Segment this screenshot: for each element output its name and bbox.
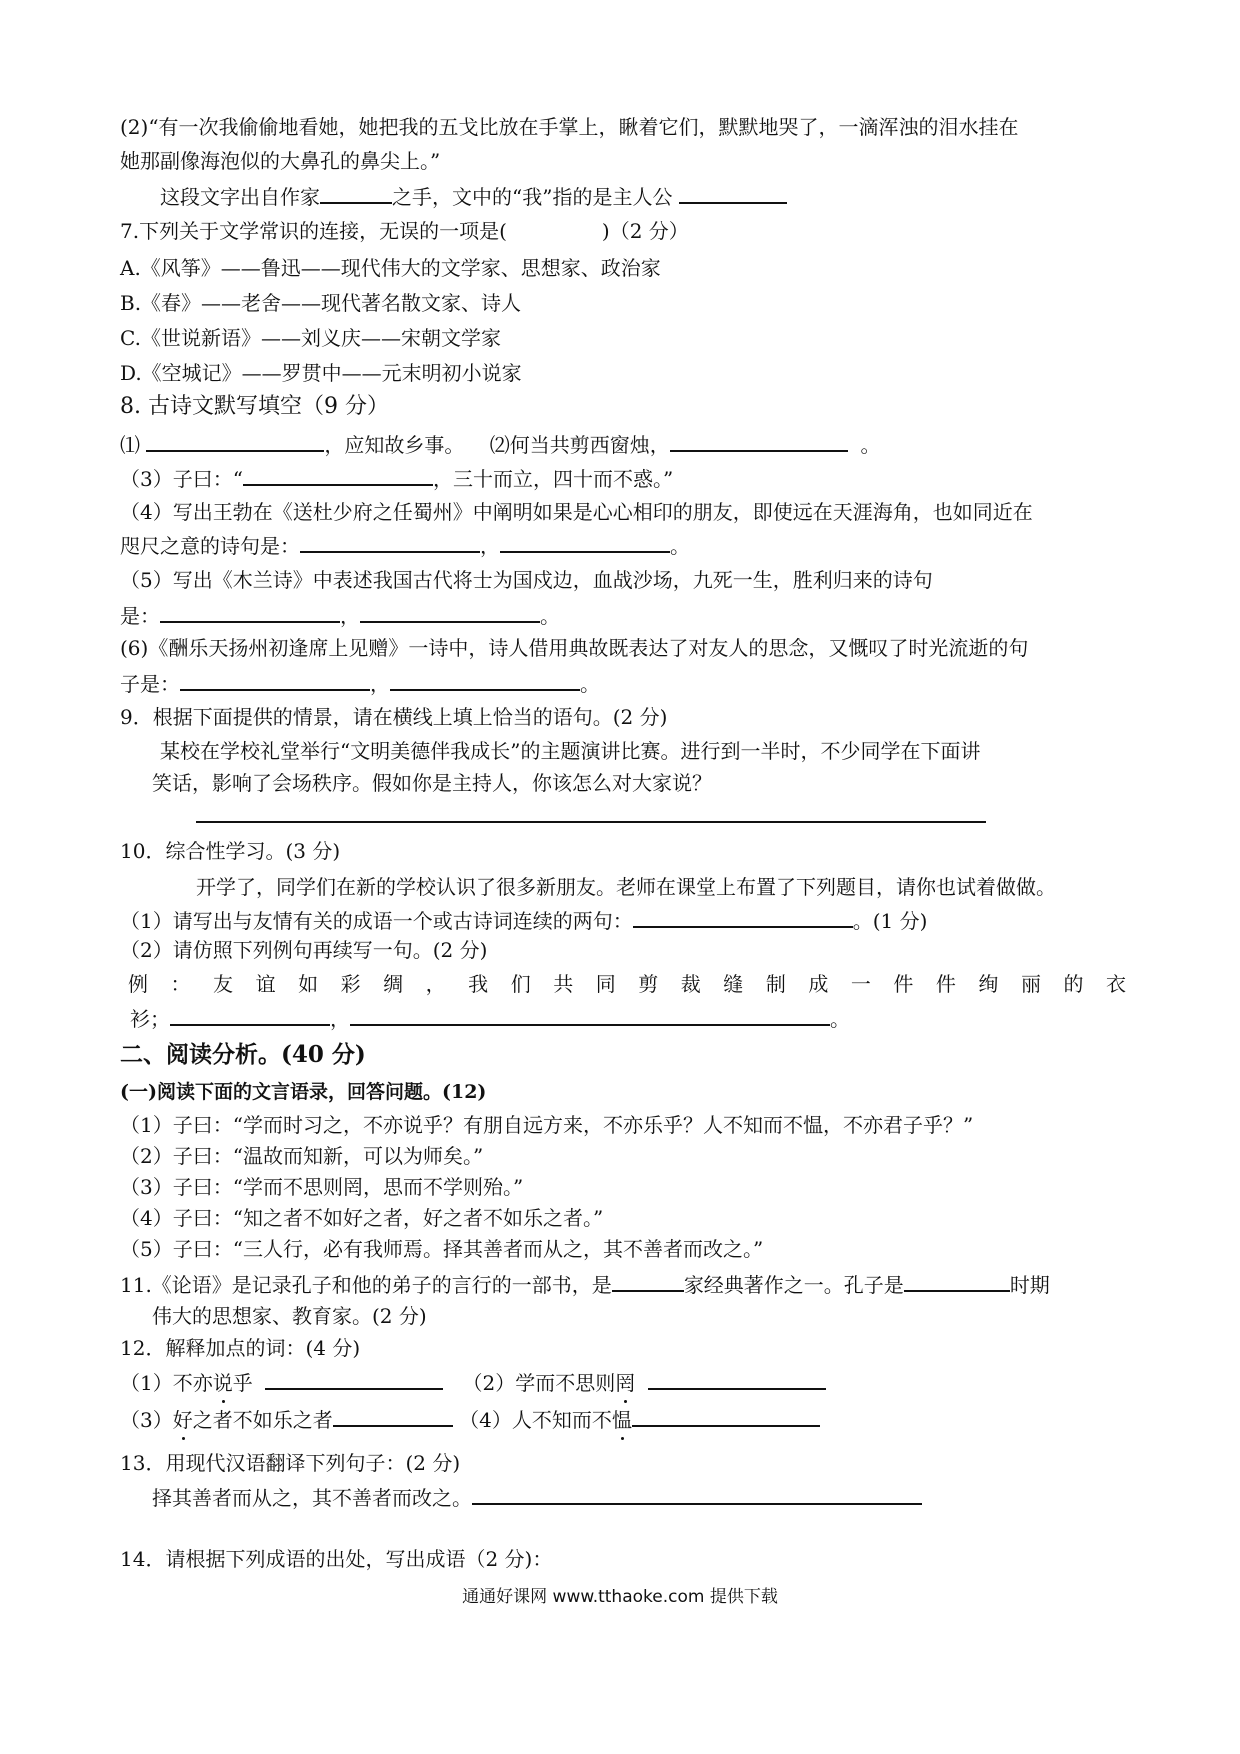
q7-stem-text: 7.下列关于文学常识的连接，无误的一项是(: [120, 219, 507, 243]
q8-i6-blank-1[interactable]: [180, 667, 370, 691]
q8-i6-blank-2[interactable]: [390, 667, 580, 691]
q11-school-blank[interactable]: [612, 1268, 684, 1292]
section-2-title: 二、阅读分析。(40 分): [120, 1041, 366, 1068]
q11-text-b: 家经典著作之一。孔子是: [683, 1273, 904, 1297]
quote-5: （5）子曰：“三人行，必有我师焉。择其善者而从之，其不善者而改之。”: [120, 1237, 764, 1261]
q12-i2-dotted-word: 罔: [615, 1368, 635, 1398]
q8-title: 8. 古诗文默写填空（9 分）: [120, 394, 389, 419]
q8-i2-text: ⑵何当共剪西窗烛，: [489, 433, 670, 457]
q8-i6-comma: ，: [370, 672, 390, 696]
footer-credit: 通通好课网 www.tthaoke.com 提供下载: [462, 1587, 778, 1607]
q12-i1-post: 乎: [232, 1371, 253, 1395]
q8-item-5-line1: （5）写出《木兰诗》中表述我国古代将士为国戍边，血战沙场，九死一生，胜利归来的诗句: [120, 568, 933, 592]
q12-row-2: [120, 1403, 820, 1435]
quote-4: （4）子曰：“知之者不如好之者，好之者不如乐之者。”: [120, 1206, 604, 1230]
quote-1: （1）子曰：“学而时习之，不亦说乎？有朋自远方来，不亦乐乎？人不知而不愠，不亦君子乎？”: [120, 1113, 974, 1137]
q7-option-a: A.《风筝》——鲁迅——现代伟大的文学家、思想家、政治家: [120, 256, 661, 280]
q10-ex-blank-1[interactable]: [170, 1002, 330, 1026]
q8-i6-text: 子是：: [120, 672, 180, 696]
q12-i1-dotted-word: 说: [213, 1368, 233, 1398]
q8-item-6-line1: (6)《酬乐天扬州初逢席上见赠》一诗中，诗人借用典故既表达了对友人的思念，又慨叹了时光流逝的句: [120, 636, 1029, 660]
q6-2-author-blank[interactable]: [320, 180, 392, 204]
q6-2-line1: (2)“有一次我偷偷地看她，她把我的五戈比放在手掌上，瞅着它们，默默地哭了，一滴浑浊的泪水挂在: [120, 115, 1019, 139]
q11-text-c: 时期: [1009, 1273, 1050, 1297]
q8-item-4-line1: （4）写出王勃在《送杜少府之任蜀州》中阐明如果是心心相印的朋友，即使远在天涯海角，也如同近在: [120, 500, 1033, 524]
q10-p1-text: （1）请写出与友情有关的成语一个或古诗词连续的两句：: [120, 909, 633, 933]
q8-i5-text: 是：: [120, 604, 160, 628]
q8-i5-blank-2[interactable]: [360, 599, 540, 623]
q10-ex-blank-2[interactable]: [350, 1002, 830, 1026]
q8-i4-text: 咫尺之意的诗句是：: [120, 534, 300, 558]
q6-2-fill: [160, 180, 787, 212]
q8-item-3: [120, 462, 673, 494]
q10-example-line2: [130, 1002, 850, 1034]
q8-i5-blank-1[interactable]: [160, 599, 340, 623]
q7-stem-end: )（2 分）: [601, 219, 689, 243]
q10-intro: 开学了，同学们在新的学校认识了很多新朋友。老师在课堂上布置了下列题目，请你也试着做做。: [196, 875, 1056, 899]
q11-line2: 伟大的思想家、教育家。(2 分): [152, 1304, 427, 1328]
q7-option-d: D.《空城记》——罗贯中——元末明初小说家: [120, 361, 522, 385]
q8-item-1-2: [120, 428, 881, 460]
q7-option-b: B.《春》——老舍——现代著名散文家、诗人: [120, 291, 522, 315]
q10-ex-comma: ，: [330, 1007, 350, 1031]
q12-i3-pre: （3）: [120, 1408, 173, 1432]
q13-stem: 13．用现代汉语翻译下列句子：(2 分): [120, 1451, 461, 1475]
q11-period-blank[interactable]: [904, 1268, 1010, 1292]
q10-part-1: [120, 904, 927, 936]
q9-stem: 9．根据下面提供的情景，请在横线上填上恰当的语句。(2 分): [120, 705, 668, 729]
q8-i3-blank[interactable]: [243, 462, 433, 486]
q12-i1-pre: （1）不亦: [120, 1371, 213, 1395]
q12-i4-blank[interactable]: [632, 1403, 820, 1427]
q11-text-a: 11.《论语》是记录孔子和他的弟子的言行的一部书，是: [120, 1273, 612, 1297]
q8-i2-blank[interactable]: [670, 428, 848, 452]
q8-i4-blank-1[interactable]: [300, 529, 480, 553]
q8-i6-end: 。: [580, 672, 600, 696]
q11-line1: [120, 1268, 1050, 1300]
q8-i3-text-b: ，三十而立，四十而不惑。”: [432, 467, 674, 491]
q12-i4-dotted-word: 愠: [612, 1405, 632, 1435]
q10-stem: 10．综合性学习。(3 分): [120, 839, 341, 863]
q8-item-6-line2: [120, 667, 600, 699]
q8-i5-comma: ，: [340, 604, 360, 628]
q13-sentence: 择其善者而从之，其不善者而改之。: [152, 1486, 472, 1510]
q8-i4-end: 。: [670, 534, 690, 558]
q7-option-c: C.《世说新语》——刘义庆——宋朝文学家: [120, 326, 501, 350]
q10-p1-end: 。(1 分): [852, 909, 928, 933]
q10-ex-text: 衫；: [130, 1007, 170, 1031]
q8-i5-end: 。: [540, 604, 560, 628]
q9-scenario-line2: 笑话，影响了会场秩序。假如你是主持人，你该怎么对大家说？: [152, 771, 712, 795]
q8-i4-blank-2[interactable]: [500, 529, 670, 553]
q14-stem: 14．请根据下列成语的出处，写出成语（2 分)：: [120, 1547, 553, 1571]
q6-2-fill-text-a: 这段文字出自作家: [160, 185, 320, 209]
q6-2-line2: 她那副像海泡似的大鼻孔的鼻尖上。”: [120, 149, 441, 173]
q12-i2-blank[interactable]: [648, 1366, 826, 1390]
q10-part-2: （2）请仿照下列例句再续写一句。(2 分): [120, 938, 488, 962]
quote-3: （3）子曰：“学而不思则罔，思而不学则殆。”: [120, 1175, 524, 1199]
q7-stem: [120, 216, 689, 246]
q8-i4-comma: ，: [480, 534, 500, 558]
q8-i2-end: 。: [860, 433, 881, 457]
q9-scenario-line1: 某校在学校礼堂举行“文明美德伴我成长”的主题演讲比赛。进行到一半时，不少同学在下面讲: [160, 739, 981, 763]
q12-i3-post: 之者不如乐之者: [192, 1408, 333, 1432]
q8-i1-text: ，应知故乡事。: [324, 433, 465, 457]
q8-i1-blank[interactable]: [146, 428, 324, 452]
quote-2: （2）子曰：“温故而知新，可以为师矣。”: [120, 1144, 484, 1168]
section-2-sub-1: (一)阅读下面的文言语录，回答问题。(12): [120, 1081, 487, 1103]
q8-i1-num: ⑴: [120, 433, 140, 457]
q12-i2-pre: （2）学而不思则: [462, 1371, 616, 1395]
q12-row-1: [120, 1366, 826, 1398]
q8-item-5-line2: [120, 599, 560, 631]
q10-ex-end: 。: [830, 1007, 850, 1031]
q13-sentence-line: [152, 1481, 922, 1513]
q8-i3-text-a: （3）子曰：“: [120, 467, 243, 491]
q12-i3-dotted-word: 好: [173, 1405, 193, 1435]
q12-stem: 12．解释加点的词：(4 分): [120, 1336, 361, 1360]
q6-2-protagonist-blank[interactable]: [679, 180, 787, 204]
q8-item-4-line2: [120, 529, 690, 561]
q10-p1-blank[interactable]: [633, 904, 853, 928]
q6-2-fill-text-b: 之手，文中的“我”指的是主人公: [392, 185, 673, 209]
q12-i1-blank[interactable]: [265, 1366, 443, 1390]
q12-i3-blank[interactable]: [333, 1403, 453, 1427]
q9-answer-line[interactable]: [196, 821, 986, 823]
q13-answer-blank[interactable]: [472, 1481, 922, 1505]
q10-example: 例：友谊如彩绸，我们共同剪裁缝制成一件件绚丽的衣: [128, 972, 1126, 996]
q12-i4-pre: （4）人不知而不: [459, 1408, 612, 1432]
